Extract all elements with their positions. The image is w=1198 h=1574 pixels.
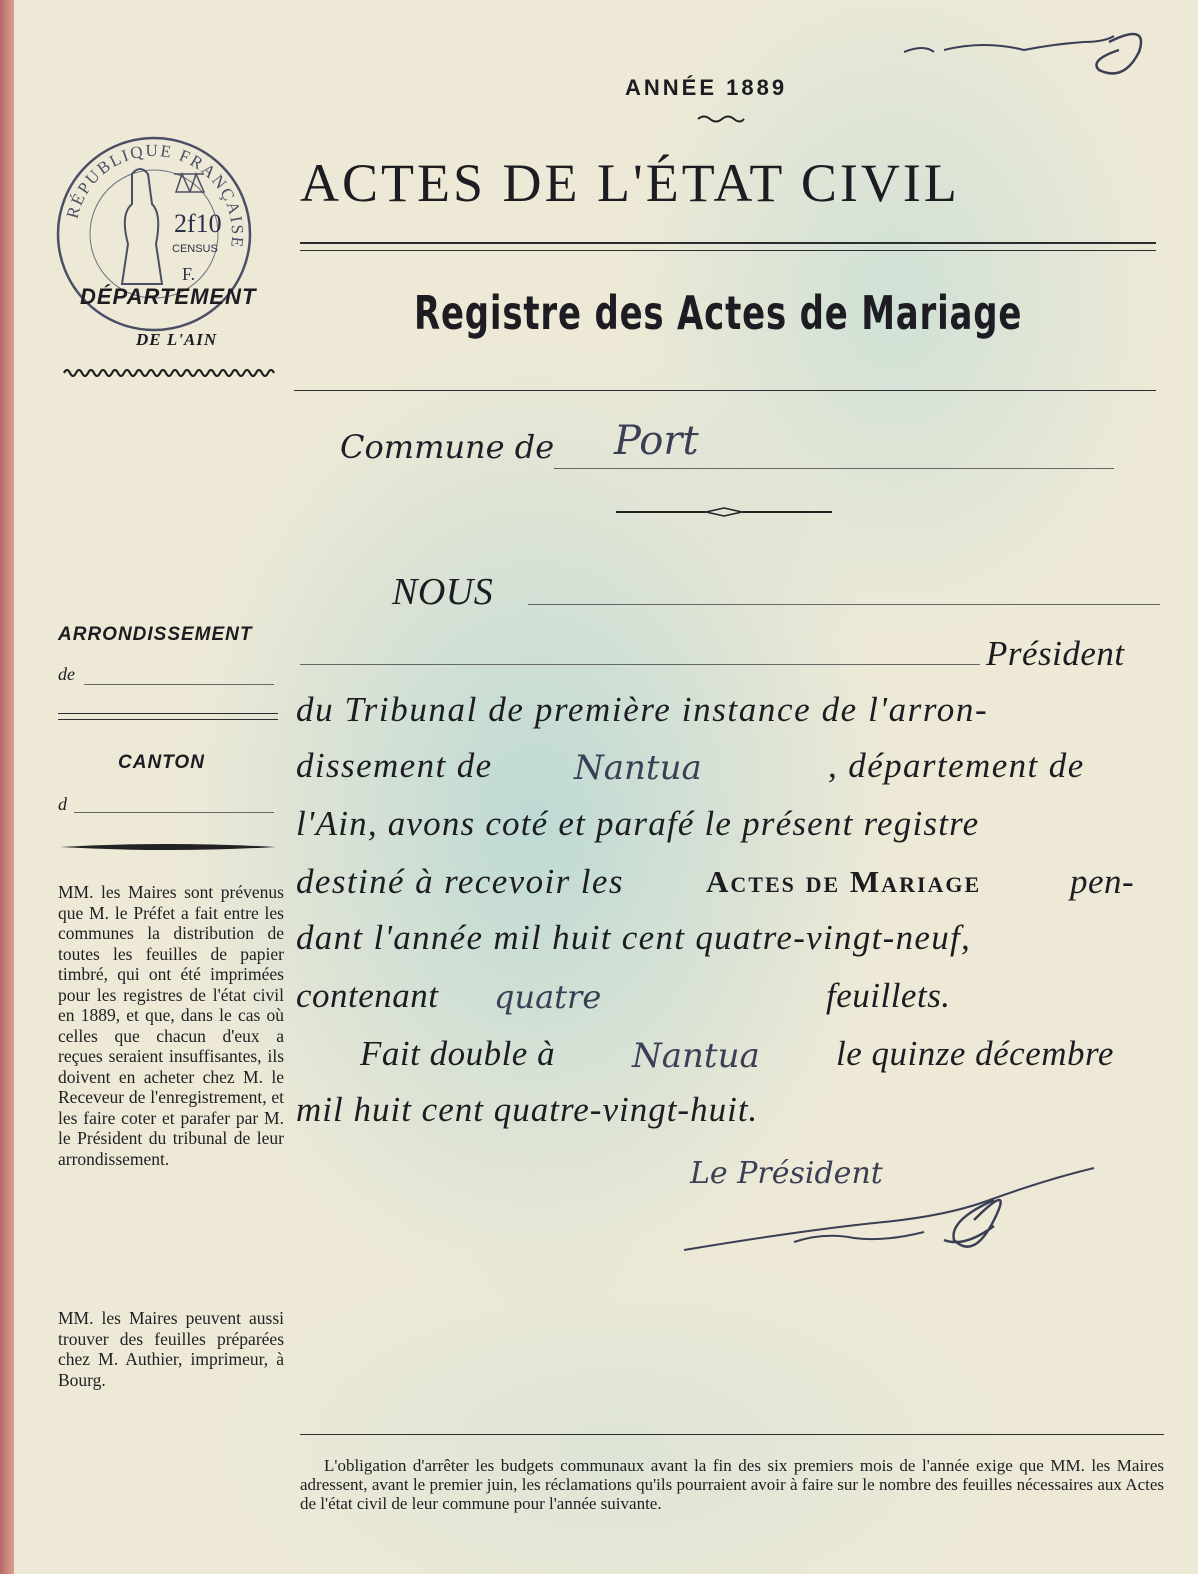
register-subtitle: Registre des Actes de Mariage: [414, 286, 1023, 340]
commune-field: [554, 468, 1114, 469]
canton-prefix: d: [58, 794, 67, 814]
notice-printer: MM. les Maires peuvent aussi trouver des feuilles préparées chez M. Authier, imprimeur, à Bourg.: [58, 1308, 284, 1390]
body-line-4a: destiné à recevoir les: [296, 862, 624, 901]
body-line-1: du Tribunal de première instance de l'arron-: [296, 690, 989, 729]
footnote-text: L'obligation d'arrêter les budgets communaux avant la fin des six premiers mois de l'année exige que MM. les Maires adressent, avant le premier juin, les réclamations qu'ils pourraient avoir à faire sur le nombre des feuilles nécessaires aux Actes de l'état civil de leur commune pour l'année suivante.: [300, 1456, 1164, 1513]
body-line-7a: Fait double à: [360, 1034, 556, 1073]
left-ornament: [62, 366, 278, 380]
body-line-4b: pen-: [1070, 862, 1135, 901]
title-rule-bottom: [300, 250, 1156, 251]
footnote-rule: [300, 1434, 1164, 1435]
place-handwritten: Nantua: [632, 1036, 760, 1076]
book-binding: [0, 0, 14, 1574]
arrondissement-field: [84, 684, 274, 685]
body-line-2a: dissement de: [296, 746, 493, 785]
subtitle-rule: [294, 390, 1156, 391]
body-line-3: l'Ain, avons coté et parafé le présent registre: [296, 804, 980, 843]
nous-label: NOUS: [392, 571, 494, 613]
body-line-5: dant l'année mil huit cent quatre-vingt-neuf,: [296, 918, 972, 957]
year-heading: ANNÉE 1889: [625, 75, 788, 100]
commune-name: Port: [614, 418, 699, 464]
body-line-2b: , département de: [828, 746, 1085, 785]
notice-paper: MM. les Maires sont prévenus que M. le Préfet a fait entre les communes la distribution de toutes les feuilles de papier timbré, qui ont été imprimées pour les registres de l'état civil en 1889, et que, dans le cas où celles que chacun d'eux a reçues seraient insuffisantes, ils doivent en acheter chez M. le Receveur de l'enregistrement, et les faire coter et parafer par M. le Président du tribunal de leur arrondissement.: [58, 882, 284, 1169]
canton-rule: [58, 842, 278, 852]
body-line-7b: le quinze décembre: [836, 1034, 1114, 1073]
president-signature: [674, 1160, 1114, 1270]
corner-signature-mark: [894, 22, 1164, 82]
stamp-letter: F.: [182, 264, 196, 284]
body-line-4-caps: Actes de Mariage: [706, 864, 982, 899]
arrondissement-label: ARRONDISSEMENT: [58, 624, 253, 645]
commune-ornament: [616, 506, 832, 518]
body-line-8: mil huit cent quatre-vingt-huit.: [296, 1090, 759, 1129]
commune-label: Commune de: [340, 428, 555, 466]
stamp-ring-text: RÉPUBLIQUE FRANÇAISE: [62, 140, 248, 251]
department-name: DE L'AIN: [136, 330, 218, 349]
document-title: ACTES DE L'ÉTAT CIVIL: [300, 153, 960, 213]
body-line-6a: contenant: [296, 976, 439, 1015]
president-word: Président: [986, 634, 1125, 673]
arrondissement-handwritten: Nantua: [574, 748, 702, 788]
stamp-price-note: CENSUS: [172, 243, 218, 255]
nous-field: [528, 604, 1160, 605]
canton-field: [74, 812, 274, 813]
departement-label: DÉPARTEMENT: [80, 284, 257, 309]
arr-rule-2: [58, 719, 278, 720]
year-ornament: [696, 114, 746, 124]
register-page: [14, 0, 1198, 1574]
feuillets-handwritten: quatre: [494, 978, 602, 1016]
stamp-price: 2f10: [174, 209, 222, 238]
arrondissement-prefix: de: [58, 664, 75, 684]
title-rule-top: [300, 242, 1156, 244]
body-line-6b: feuillets.: [826, 976, 951, 1015]
signature-title: Le Président: [690, 1156, 883, 1191]
canton-label: CANTON: [118, 752, 205, 773]
president-name-field: [300, 664, 980, 665]
arr-rule-1: [58, 713, 278, 714]
